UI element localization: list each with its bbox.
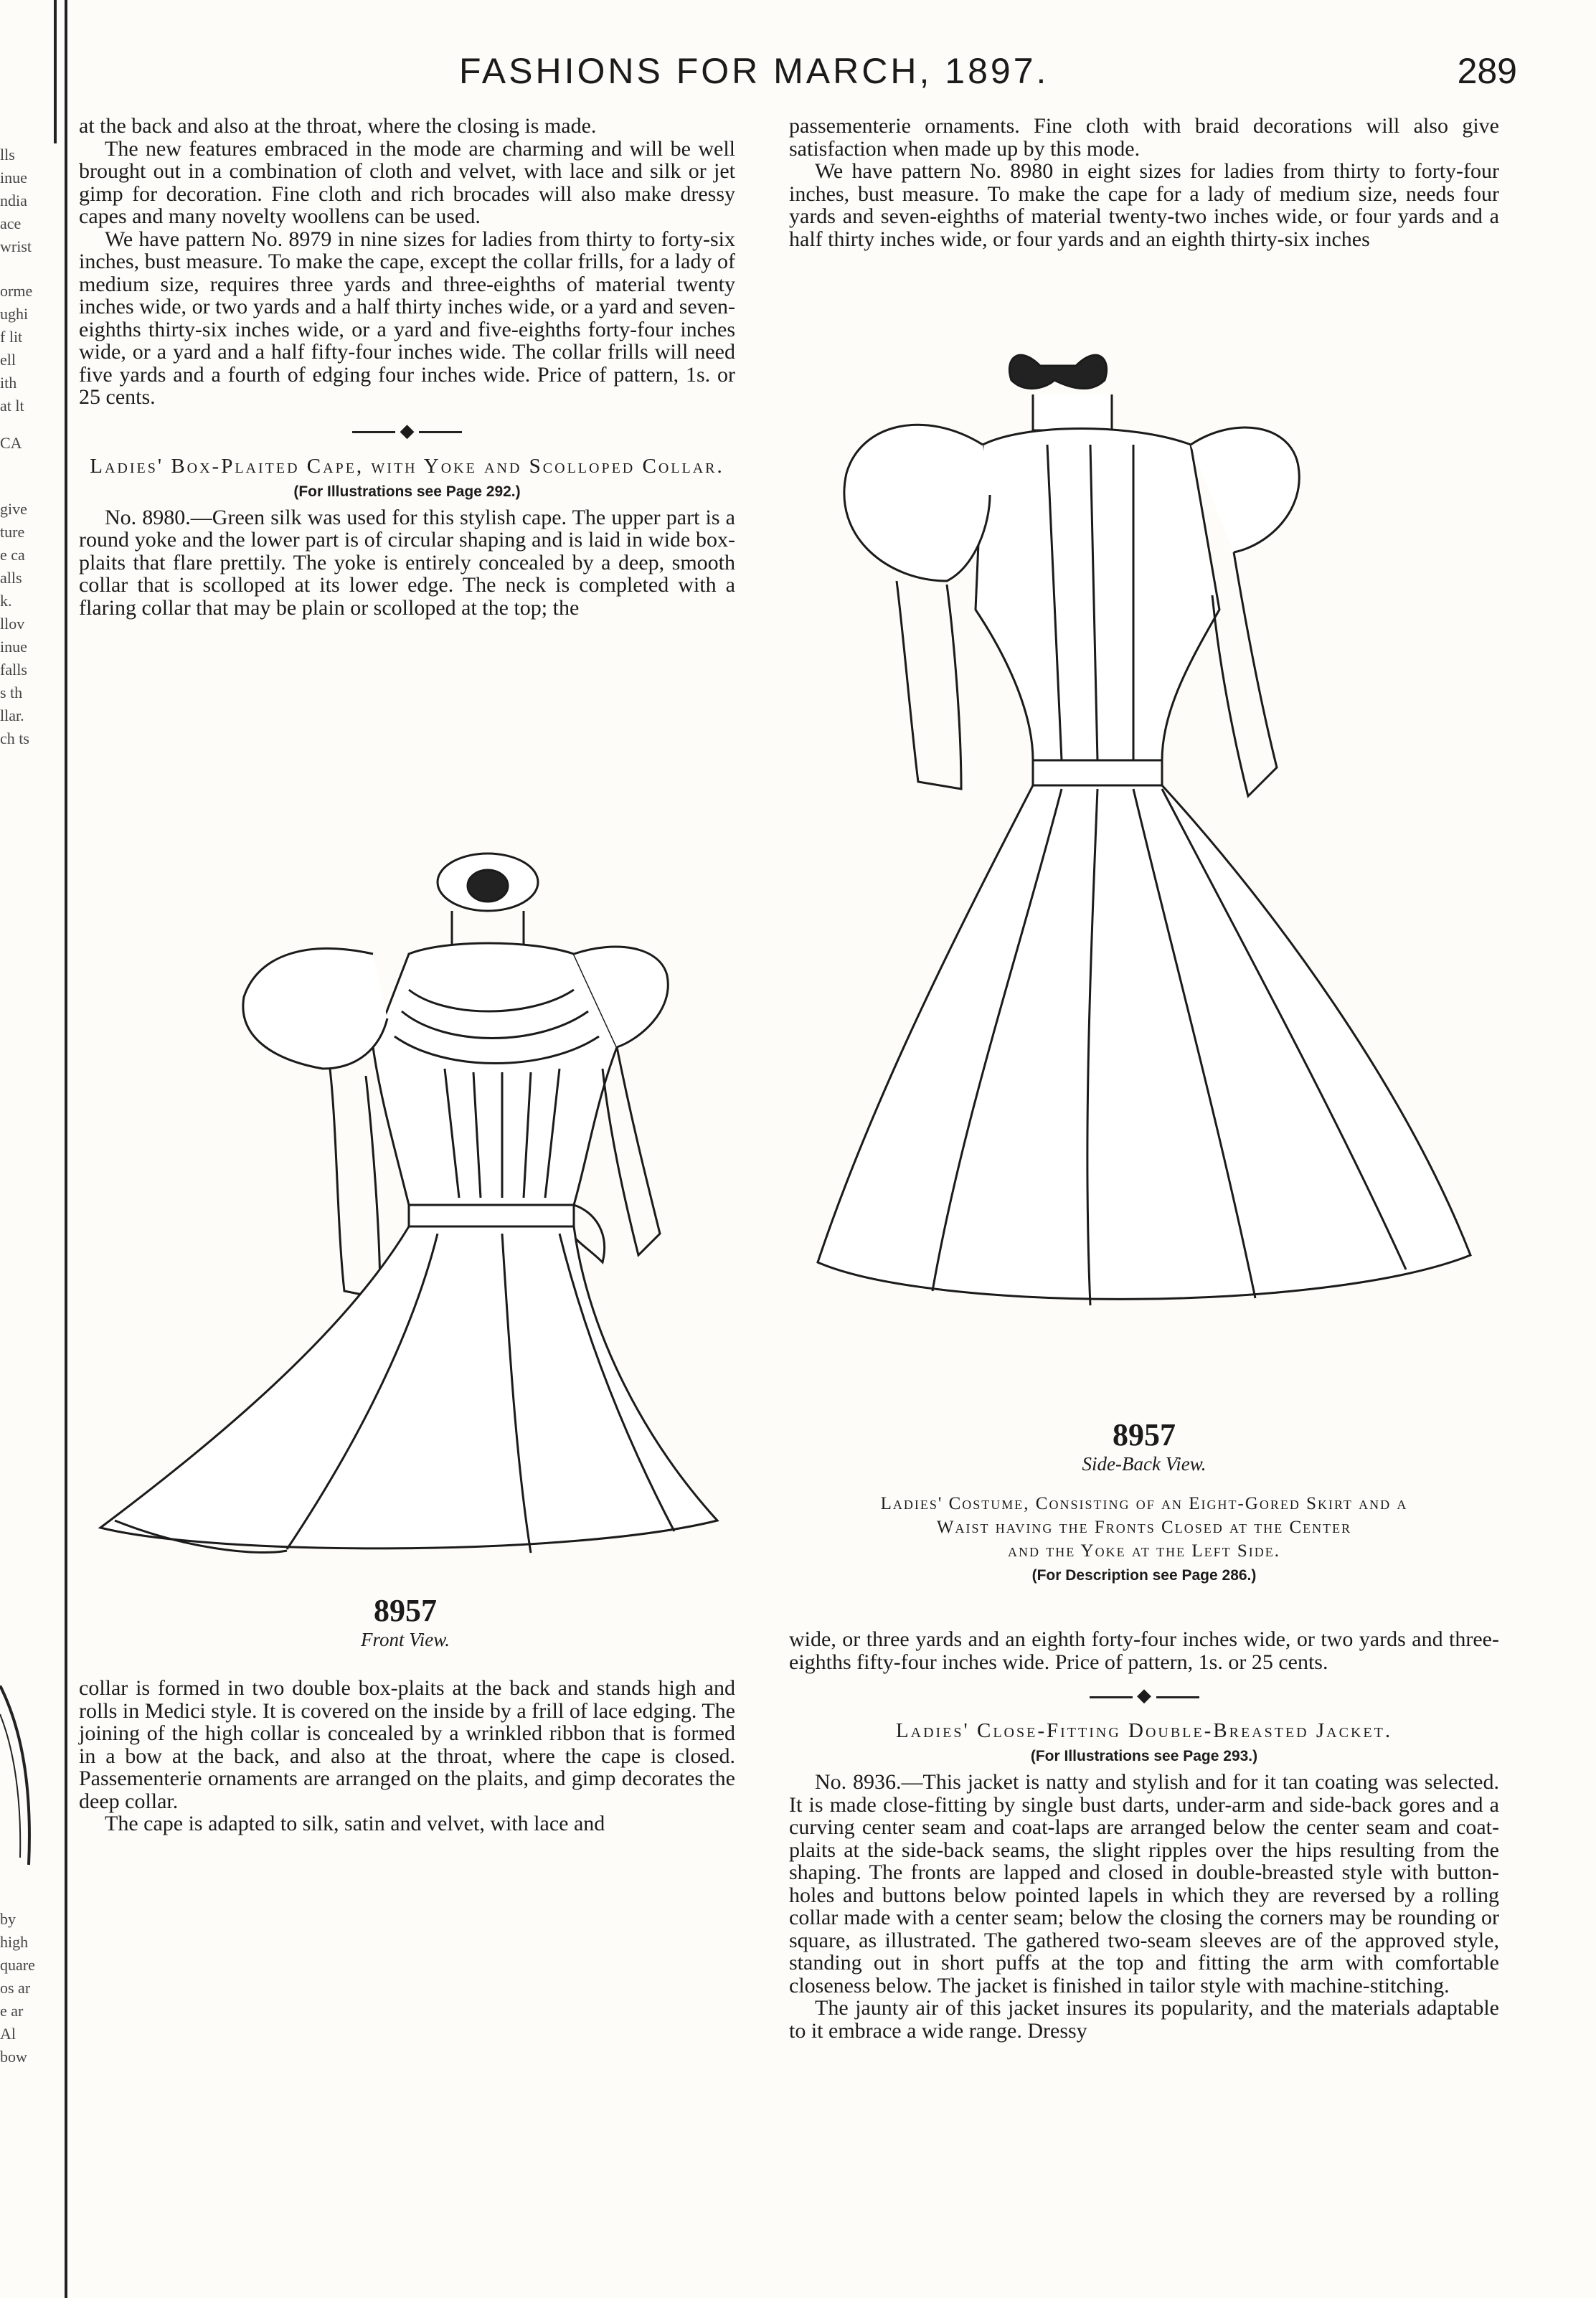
illustration-note: (For Illustrations see Page 292.) (293, 483, 521, 500)
fragment: f lit (0, 328, 23, 346)
fragment: give (0, 500, 27, 518)
paragraph: No. 8980.—Green silk was used for this stylish cape. The upper part is a round yoke and the lower part is of circular shaping and is laid in wide box-plaits that flare prettily. The yoke is entirely concealed by a deep, smooth collar that is scolloped at its lower edge. The neck is completed with a flaring collar that may be plain or scolloped at the top; the (79, 505, 735, 620)
section-divider: ◆ (79, 422, 735, 440)
fragment: bow (0, 2048, 27, 2066)
caption-line: Waist having the Fronts Closed at the Center (936, 1518, 1352, 1537)
page-title: FASHIONS FOR MARCH, 1897. (459, 51, 1049, 91)
section-heading: Ladies' Close-Fitting Double-Breasted Jacket. (895, 1719, 1393, 1742)
figure-number: 8957 (374, 1593, 437, 1628)
fragment: inue (0, 169, 27, 186)
fragment: e ar (0, 2002, 24, 2020)
fragment: wrist (0, 237, 32, 255)
paragraph: The new features embraced in the mode are charming and will be well brought out in a combination of cloth and velvet, with lace and silk or jet gimp for decoration. Fine cloth and rich brocades will also make dressy capes and many novelty woollens can be used. (79, 136, 735, 228)
fragment: Al (0, 2025, 16, 2043)
section-divider: ◆ (789, 1686, 1499, 1705)
paragraph: collar is formed in two double box-plaits at the back and stands high and rolls in Medici style. It is covered on the inside by a frill of lace edging. The joining of the high collar is concealed by a wrinkled ribbon that is formed in a bow at the back, and also at the throat, where the cape is closed. Passementerie ornaments are arranged on the plaits, and gimp decorates the deep collar. (79, 1676, 735, 1813)
paragraph: No. 8936.—This jacket is natty and stylish and for it tan coating was selected. It is made close-fitting by single bust darts, under-arm and side-back gores and a curving center seam and coat-laps are arranged below the center seam and coat-plaits at the side-back seams, the slight ripples over the hips resulting from the shaping. The fronts are lapped and closed in double-breasted style with button-holes and buttons below pointed lapels in which they are reversed by a rolling collar made with a center seam; below the closing the corners may be rounding or square, as illustrated. The gathered two-seam sleeves are of the approved style, standing out in short puffs at the top and fitting the arm with comfortable closeness below. The jacket is finished in tailor style with machine-stitching. (789, 1770, 1499, 1997)
fragment: ch ts (0, 729, 29, 747)
caption-line: and the Yoke at the Left Side. (1007, 1541, 1280, 1561)
fragment: ndia (0, 192, 27, 209)
illustration-note: (For Illustrations see Page 293.) (1030, 1748, 1258, 1764)
fragment: lls (0, 146, 15, 164)
figure-view-label: Front View. (361, 1629, 450, 1650)
paragraph: The jaunty air of this jacket insures its popularity, and the materials adaptable to it embrace a wide range. Dressy (789, 1996, 1499, 2043)
paragraph: The cape is adapted to silk, satin and velvet, with lace and (105, 1812, 605, 1835)
fragment: ughi (0, 305, 29, 323)
paragraph: wide, or three yards and an eighth forty-four inches wide, or two yards and three-eighths fifty-four inches wide. Price of pattern, 1s. or 25 cents. (789, 1627, 1499, 1674)
paragraph: We have pattern No. 8980 in eight sizes for ladies from thirty to forty-four inches, bust measure. To make the cape for a lady of medium size, needs four yards and seven-eighths of material twenty-two inches wide, or four yards and a half thirty inches wide, or four yards and an eighth thirty-six inches (789, 159, 1499, 251)
fragment: os ar (0, 1979, 31, 1997)
paragraph: We have pattern No. 8979 in nine sizes for ladies from thirty to forty-six inches, bust measure. To make the cape, except the collar frills, for a lady of medium size, requires three yards and three-eighths of material twenty inches wide, or two yards and a half thirty inches wide, or a yard and seven-eighths thirty-six inches wide, or a yard and five-eighths forty-four inches wide, or a yard and a half fifty-four inches wide. The collar frills will need five yards and a fourth of edging four inches wide. Price of pattern, 1s. or 25 cents. (79, 227, 735, 409)
fragment: high (0, 1933, 29, 1951)
dress-side-back-view-illustration (789, 337, 1499, 1413)
binding-margin-rule (65, 0, 67, 2298)
fragment: orme (0, 282, 33, 300)
caption-note: (For Description see Page 286.) (1031, 1567, 1257, 1584)
fragment: CA (0, 434, 22, 452)
fragment: ell (0, 351, 16, 369)
fragment: alls (0, 569, 22, 587)
facing-page-illustration-fragment (0, 1685, 43, 1872)
page-number: 289 (1457, 51, 1517, 91)
side-back-view-figure-label (789, 1417, 1499, 1475)
front-view-figure-label (72, 1592, 739, 1651)
facing-page-fragments-top (0, 143, 57, 750)
fragment: s th (0, 684, 23, 701)
paragraph: at the back and also at the throat, where the closing is made. (79, 114, 597, 138)
fragment: llov (0, 615, 25, 633)
fragment: llar. (0, 706, 24, 724)
fragment: quare (0, 1956, 35, 1974)
fragment: at lt (0, 397, 24, 415)
fragment: k. (0, 592, 12, 610)
facing-page-fragments-bottom (0, 1908, 57, 2068)
fragment: ith (0, 374, 17, 392)
fragment: ture (0, 523, 25, 541)
right-column-top (789, 115, 1499, 250)
fragment: inue (0, 638, 27, 656)
figure-caption (789, 1492, 1499, 1590)
dress-front-view-illustration (72, 832, 739, 1585)
right-column-bottom (789, 1628, 1499, 2042)
fragment: ace (0, 214, 22, 232)
fragment: by (0, 1910, 16, 1928)
left-column-top (79, 115, 735, 619)
paragraph: passementerie ornaments. Fine cloth with braid decorations will also give satisfaction when made up by this mode. (789, 114, 1499, 161)
section-heading: Ladies' Box-Plaited Cape, with Yoke and Scolloped Collar. (90, 454, 724, 478)
running-header (0, 50, 1596, 100)
caption-line: Ladies' Costume, Consisting of an Eight-Gored Skirt and a (880, 1494, 1408, 1513)
fragment: e ca (0, 546, 25, 564)
figure-number: 8957 (1113, 1417, 1176, 1452)
left-column-bottom (79, 1677, 735, 1835)
fragment: falls (0, 661, 27, 678)
figure-view-label: Side-Back View. (1082, 1453, 1207, 1475)
